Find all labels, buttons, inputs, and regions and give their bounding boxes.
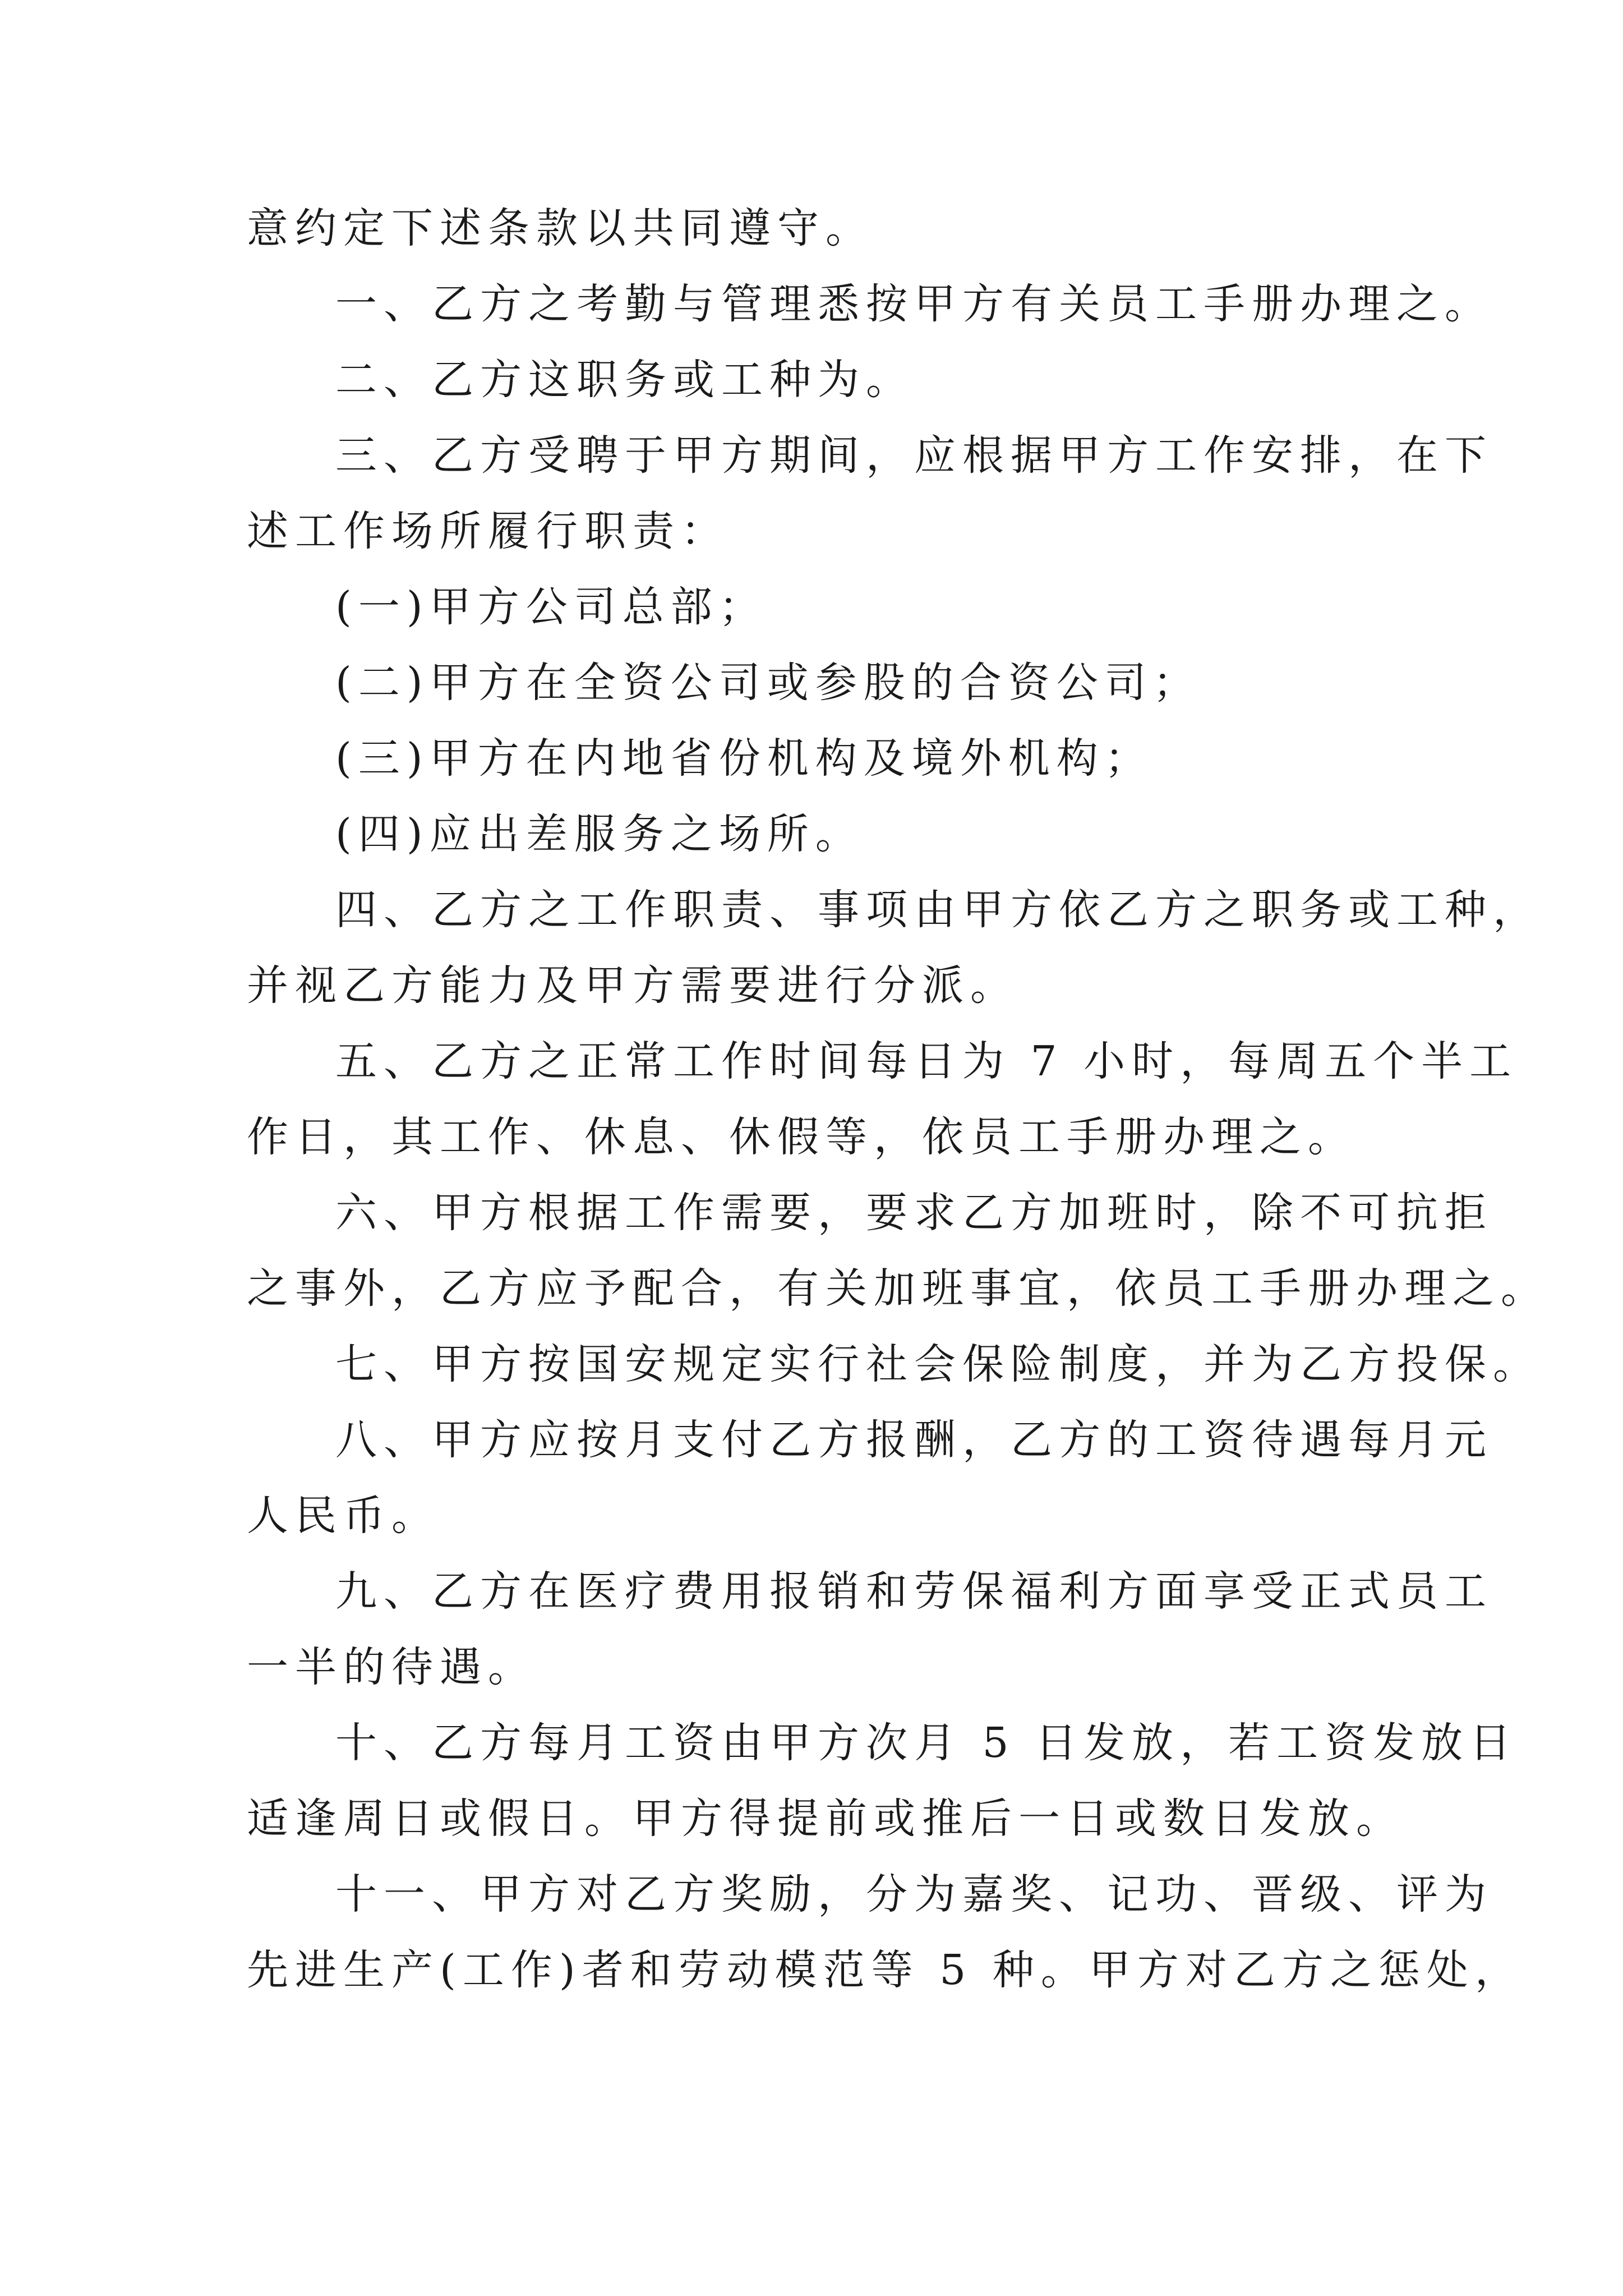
- text-line: 十一、甲方对乙方奖励，分为嘉奖、记功、晋级、评为: [335, 1870, 1493, 1918]
- text-line: (二)甲方在全资公司或参股的合资公司；: [335, 659, 1201, 707]
- text-line: (三)甲方在内地省份机构及境外机构；: [335, 734, 1153, 783]
- text-line: 意约定下述条款以共同遵守。: [247, 204, 874, 252]
- text-line: 五、乙方之正常工作时间每日为 7 小时，每周五个半工: [335, 1037, 1518, 1085]
- text-line: 人民币。: [247, 1492, 440, 1540]
- text-line: 述工作场所履行职责：: [247, 507, 729, 555]
- text-line: 先进生产(工作)者和劳动模范等 5 种。甲方对乙方之惩处，: [247, 1946, 1523, 1994]
- text-line: 一半的待遇。: [247, 1643, 536, 1691]
- text-line: 一、乙方之考勤与管理悉按甲方有关员工手册办理之。: [335, 280, 1493, 328]
- text-line: 二、乙方这职务或工种为。: [335, 356, 914, 404]
- text-line: (一)甲方公司总部；: [335, 583, 767, 631]
- text-line: 七、甲方按国安规定实行社会保险制度，并为乙方投保。: [335, 1340, 1541, 1388]
- text-line: 九、乙方在医疗费用报销和劳保福利方面享受正式员工: [335, 1567, 1493, 1616]
- text-line: (四)应出差服务之场所。: [335, 810, 864, 858]
- text-line: 三、乙方受聘于甲方期间，应根据甲方工作安排，在下: [335, 431, 1493, 480]
- text-line: 六、甲方根据工作需要，要求乙方加班时，除不可抗拒: [335, 1189, 1493, 1237]
- text-line: 四、乙方之工作职责、事项由甲方依乙方之职务或工种，: [335, 886, 1541, 934]
- text-line: 八、甲方应按月支付乙方报酬，乙方的工资待遇每月元: [335, 1416, 1493, 1464]
- text-line: 作日，其工作、休息、休假等，依员工手册办理之。: [247, 1113, 1356, 1161]
- text-line: 适逢周日或假日。甲方得提前或推后一日或数日发放。: [247, 1795, 1404, 1843]
- text-line: 之事外，乙方应予配合，有关加班事宜，依员工手册办理之。: [247, 1264, 1549, 1313]
- text-line: 并视乙方能力及甲方需要进行分派。: [247, 961, 1018, 1010]
- text-line: 十、乙方每月工资由甲方次月 5 日发放，若工资发放日: [335, 1719, 1518, 1767]
